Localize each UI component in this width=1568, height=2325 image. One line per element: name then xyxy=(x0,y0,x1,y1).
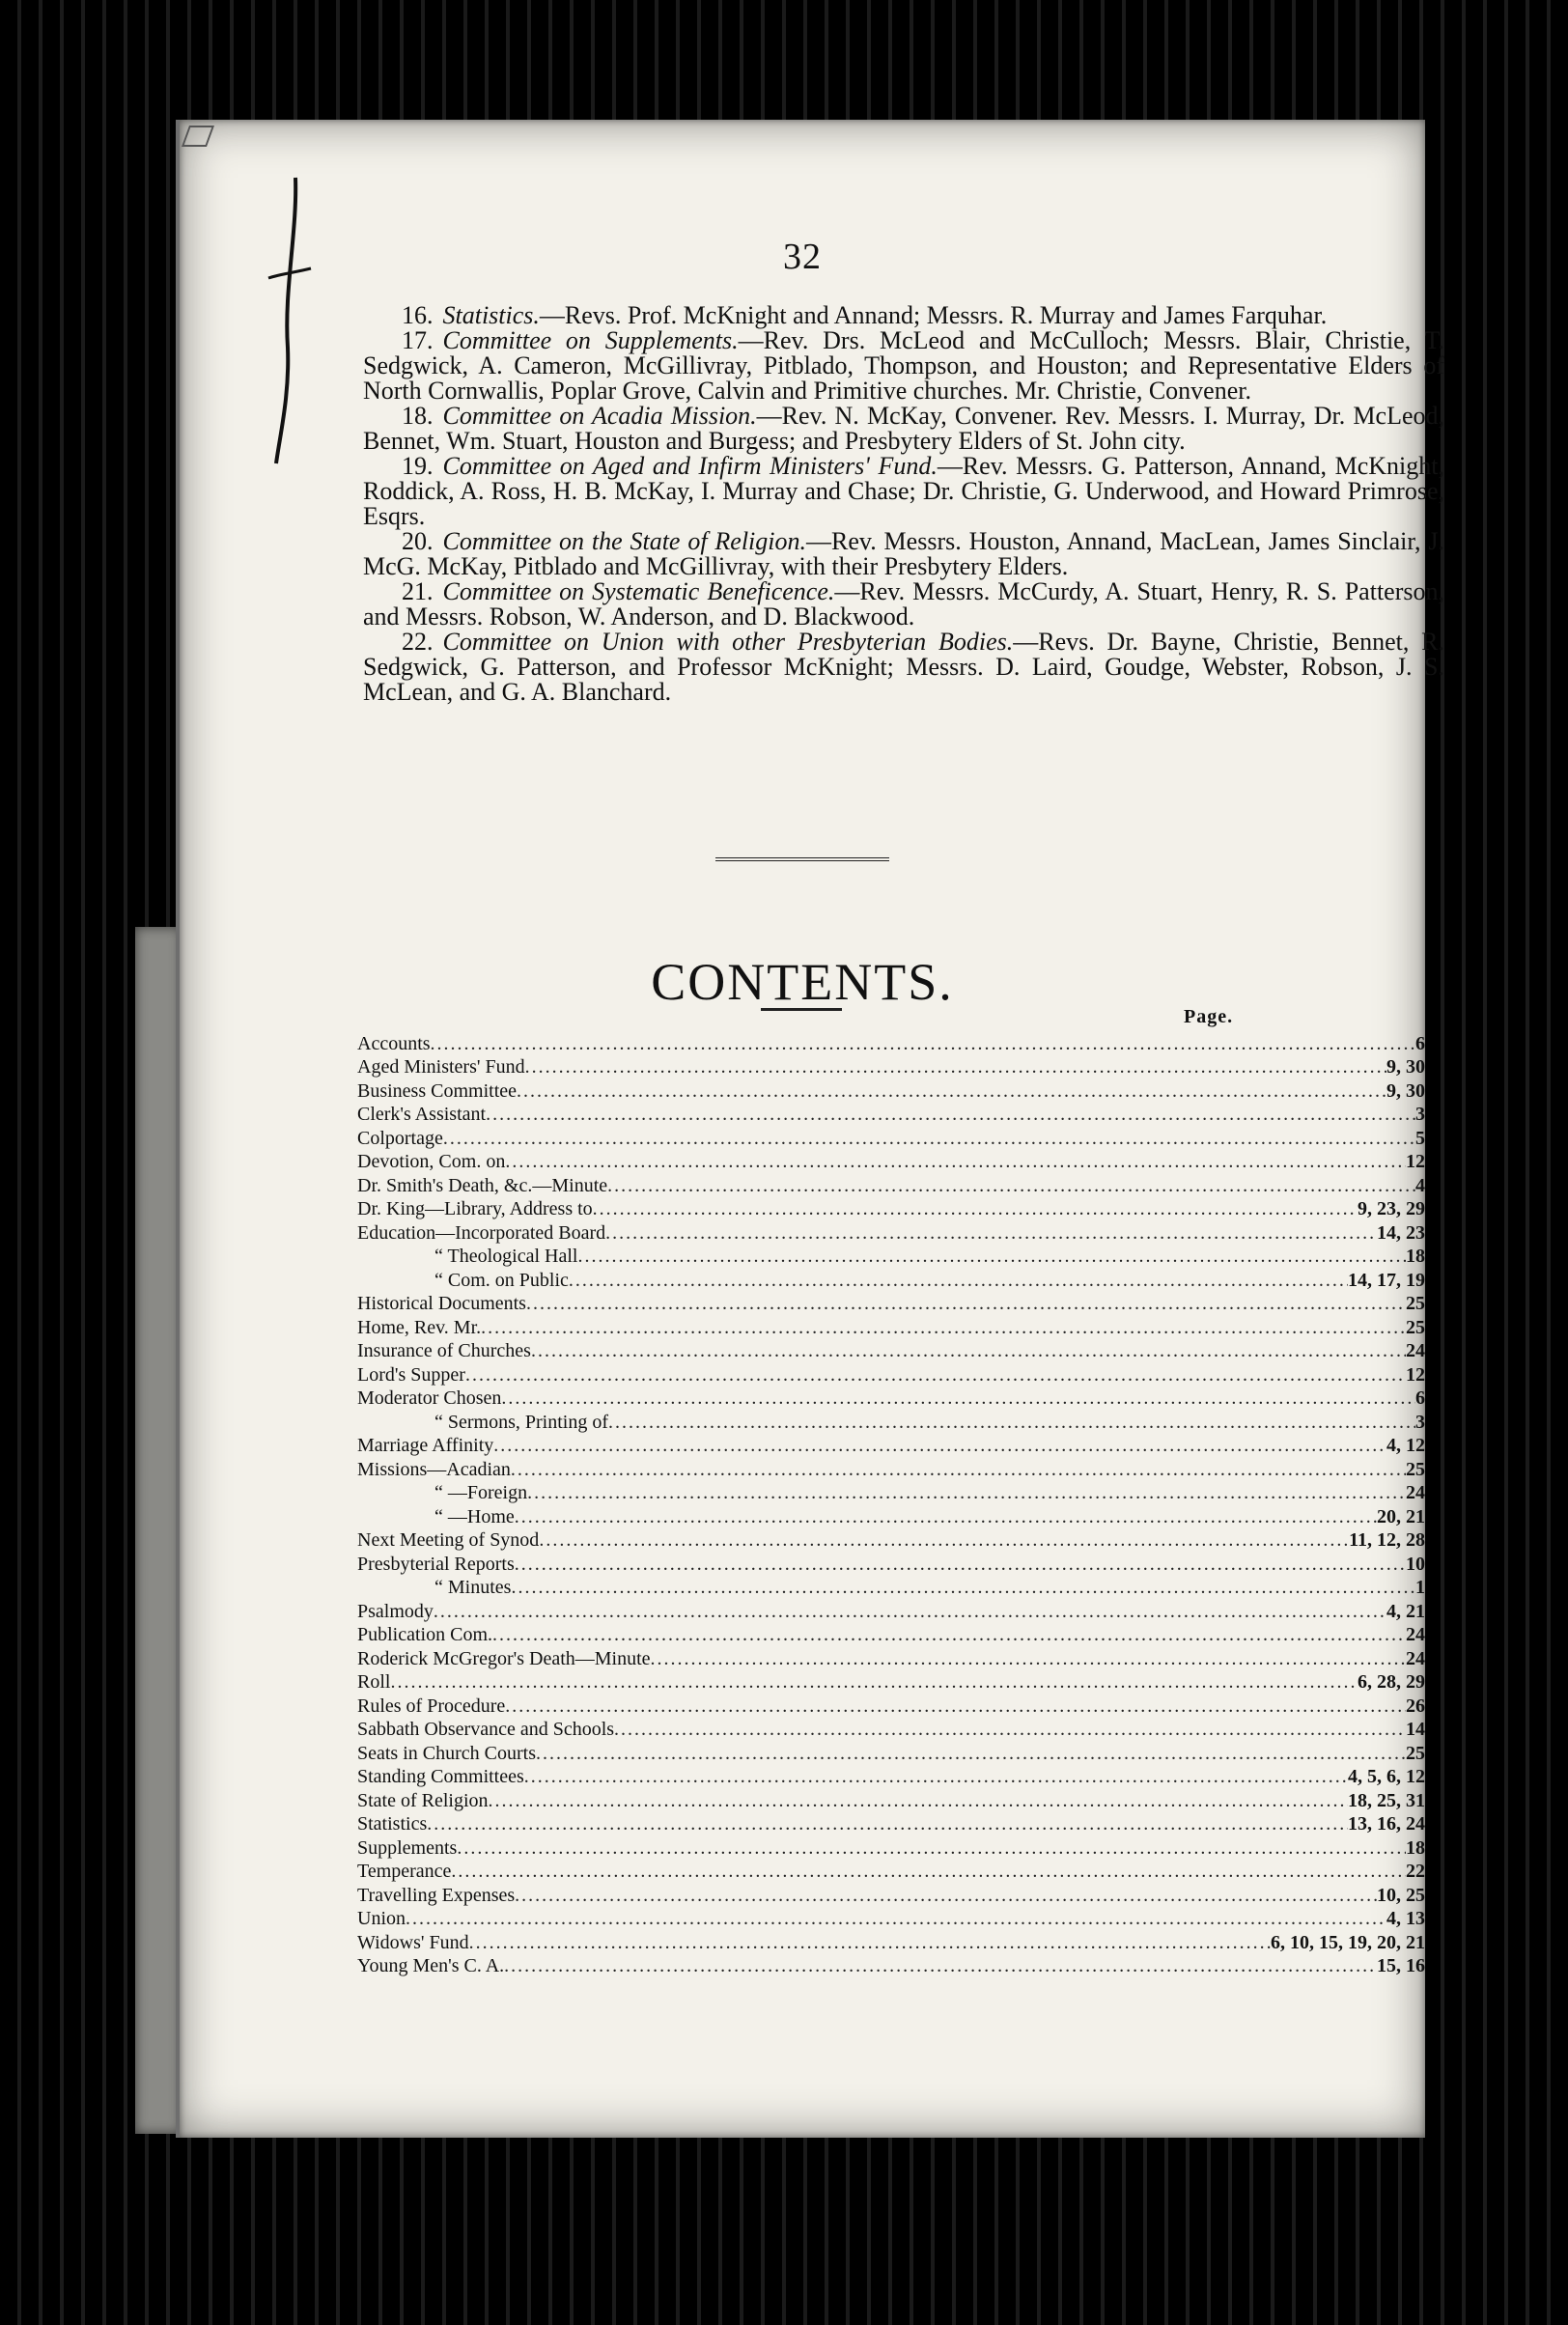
entry-pages: 13, 16, 24 xyxy=(1348,1813,1425,1835)
dot-leader xyxy=(489,1789,1348,1812)
entry-pages: 1 xyxy=(1415,1577,1425,1598)
contents-entry xyxy=(357,1576,1425,1600)
entry-label: Temperance xyxy=(357,1861,452,1882)
contents-entry xyxy=(357,1220,1425,1245)
entry-label: Roderick McGregor's Death—Minute xyxy=(357,1647,651,1669)
entry-pages: 18 xyxy=(1406,1836,1425,1859)
dot-leader xyxy=(614,1718,1406,1741)
entry-pages: 6, 10, 15, 19, 20, 21 xyxy=(1271,1931,1425,1953)
entry-pages: 18 xyxy=(1406,1246,1425,1267)
committee-entry xyxy=(363,303,1444,328)
dot-leader xyxy=(406,1907,1386,1930)
committee-number: 20. xyxy=(402,527,434,555)
entry-label: Home, Rev. Mr. xyxy=(357,1316,482,1338)
contents-list xyxy=(357,1031,1425,1977)
entry-pages: 25 xyxy=(1406,1458,1425,1480)
committee-entry xyxy=(363,529,1444,579)
entry-pages: 14 xyxy=(1406,1719,1425,1740)
dot-leader xyxy=(505,1695,1406,1718)
dot-leader xyxy=(511,1458,1406,1481)
entry-label: Rules of Procedure xyxy=(357,1695,506,1717)
handwritten-mark-icon xyxy=(266,174,315,473)
committee-entry xyxy=(363,579,1444,630)
entry-label: Accounts xyxy=(357,1032,431,1054)
entry-label: Colportage xyxy=(357,1127,443,1149)
entry-pages: 3 xyxy=(1415,1411,1425,1433)
dot-leader xyxy=(515,1505,1377,1528)
dot-leader xyxy=(511,1576,1415,1599)
contents-entry xyxy=(357,1245,1425,1269)
dot-leader xyxy=(481,1316,1406,1339)
contents-entry xyxy=(357,1315,1425,1339)
entry-label: Travelling Expenses xyxy=(357,1884,516,1906)
committee-members: —Revs. Prof. McKnight and Annand; Messrs. R. Murray and James Farquhar. xyxy=(539,301,1328,329)
entry-label: State of Religion xyxy=(357,1789,489,1811)
entry-pages: 26 xyxy=(1406,1695,1425,1717)
page-edge-shadow xyxy=(135,927,182,2134)
dot-leader xyxy=(443,1127,1415,1150)
contents-entry xyxy=(357,1741,1425,1765)
entry-label: “ Theological Hall xyxy=(434,1246,578,1267)
contents-entry xyxy=(357,1387,1425,1411)
committee-members: —Rev. Messrs. Houston, Annand, MacLean, James Sinclair, J. McG. McKay, Pitblado and McGillivray, with their Presbytery Elders. xyxy=(363,527,1444,580)
dot-leader xyxy=(608,1411,1415,1434)
entry-pages: 22 xyxy=(1406,1861,1425,1882)
entry-pages: 12 xyxy=(1406,1363,1425,1386)
entry-pages: 18, 25, 31 xyxy=(1348,1789,1425,1811)
committee-members: —Rev. Drs. McLeod and McCulloch; Messrs. Blair, Christie, T. Sedgwick, A. Cameron, McGillivray, Pitblado, Thompson, and Houston; and Representative Elders of North Cornwallis, Poplar Grove, Calvin and Primitive churches. Mr. Christie, Convener. xyxy=(363,326,1444,405)
dot-leader xyxy=(607,1174,1415,1197)
committee-title: Committee on Union with other Presbyterian Bodies. xyxy=(442,628,1014,656)
entry-label: “ Com. on Public xyxy=(434,1269,569,1291)
contents-entry xyxy=(357,1552,1425,1576)
committee-members: —Rev. N. McKay, Convener. Rev. Messrs. I. Murray, Dr. McLeod, Bennet, Wm. Stuart, Houston and Burgess; and Presbytery Elders of St. John city. xyxy=(363,402,1444,455)
dot-leader xyxy=(451,1860,1406,1883)
entry-pages: 24 xyxy=(1406,1482,1425,1503)
dot-leader xyxy=(651,1647,1406,1670)
contents-entry xyxy=(357,1173,1425,1197)
dot-leader xyxy=(539,1528,1349,1552)
entry-pages: 24 xyxy=(1406,1624,1425,1645)
committee-title: Committee on the State of Religion. xyxy=(442,527,806,555)
dot-leader xyxy=(501,1387,1415,1410)
entry-label: Clerk's Assistant xyxy=(357,1104,487,1125)
dot-leader xyxy=(515,1553,1406,1576)
contents-entry xyxy=(357,1339,1425,1363)
document-page xyxy=(176,120,1444,2138)
contents-entry xyxy=(357,1694,1425,1718)
contents-entry xyxy=(357,1292,1425,1316)
dot-leader xyxy=(465,1363,1406,1387)
contents-entry xyxy=(357,1812,1425,1836)
entry-pages: 24 xyxy=(1406,1647,1425,1669)
dot-leader xyxy=(569,1269,1348,1292)
committee-members: —Rev. Messrs. McCurdy, A. Stuart, Henry, R. S. Patterson, and Messrs. Robson, W. Anderson, and D. Blackwood. xyxy=(363,577,1444,630)
page-column-heading: Page. xyxy=(1184,1006,1234,1027)
committee-members: —Rev. Messrs. G. Patterson, Annand, McKnight, Roddick, A. Ross, H. B. McKay, I. Murray and Chase; Dr. Christie, G. Underwood, and Howard Primrose, Esqrs. xyxy=(363,452,1444,530)
contents-entry xyxy=(357,1765,1425,1789)
page-number: 32 xyxy=(783,237,822,277)
contents-entry xyxy=(357,1031,1425,1055)
contents-entry xyxy=(357,1434,1425,1458)
dot-leader xyxy=(431,1032,1415,1055)
contents-entry xyxy=(357,1788,1425,1812)
entry-label: Business Committee xyxy=(357,1079,517,1102)
entry-pages: 25 xyxy=(1406,1293,1425,1314)
dot-leader xyxy=(504,1954,1377,1977)
dot-leader xyxy=(531,1339,1406,1362)
dot-leader xyxy=(390,1670,1358,1694)
contents-entry xyxy=(357,1504,1425,1528)
contents-entry xyxy=(357,1860,1425,1884)
folded-corner xyxy=(182,126,214,147)
dot-leader xyxy=(457,1836,1406,1860)
dot-leader xyxy=(469,1931,1271,1954)
entry-pages: 4, 21 xyxy=(1386,1600,1425,1622)
contents-entry xyxy=(357,1718,1425,1742)
entry-label: Widows' Fund xyxy=(357,1931,469,1953)
entry-pages: 11, 12, 28 xyxy=(1349,1529,1425,1551)
section-divider xyxy=(715,857,889,861)
entry-pages: 10, 25 xyxy=(1377,1884,1425,1906)
entry-pages: 6, 28, 29 xyxy=(1358,1671,1425,1693)
contents-entry xyxy=(357,1126,1425,1150)
committee-number: 18. xyxy=(402,402,434,430)
contents-entry xyxy=(357,1410,1425,1434)
committee-entry xyxy=(363,454,1444,529)
entry-label: Psalmody xyxy=(357,1600,434,1622)
entry-label: Union xyxy=(357,1908,406,1929)
contents-entry xyxy=(357,1268,1425,1292)
entry-pages: 5 xyxy=(1415,1127,1425,1149)
entry-label: Standing Committees xyxy=(357,1766,524,1787)
contents-entry xyxy=(357,1954,1425,1978)
dot-leader xyxy=(517,1079,1386,1103)
committee-title: Statistics. xyxy=(442,301,540,329)
contents-entry xyxy=(357,1528,1425,1553)
dot-leader xyxy=(493,1434,1386,1457)
contents-entry xyxy=(357,1599,1425,1623)
contents-entry xyxy=(357,1457,1425,1481)
entry-pages: 14, 23 xyxy=(1377,1221,1425,1244)
contents-entry xyxy=(357,1055,1425,1079)
committee-number: 22. xyxy=(402,628,434,656)
entry-label: Aged Ministers' Fund xyxy=(357,1056,525,1078)
committee-title: Committee on Acadia Mission. xyxy=(442,402,757,430)
entry-label: Sabbath Observance and Schools xyxy=(357,1719,615,1740)
contents-entry xyxy=(357,1078,1425,1103)
entry-pages: 15, 16 xyxy=(1377,1955,1425,1976)
entry-label: Marriage Affinity xyxy=(357,1435,494,1456)
title-underline xyxy=(761,1008,842,1011)
entry-label: Missions—Acadian xyxy=(357,1458,511,1480)
contents-entry xyxy=(357,1103,1425,1127)
entry-pages: 3 xyxy=(1415,1104,1425,1125)
committee-title: Committee on Systematic Beneficence. xyxy=(442,577,835,605)
contents-entry xyxy=(357,1362,1425,1387)
contents-entry xyxy=(357,1150,1425,1174)
entry-pages: 10 xyxy=(1406,1553,1425,1575)
contents-entry xyxy=(357,1930,1425,1954)
entry-label: “ —Home xyxy=(434,1505,515,1527)
entry-pages: 12 xyxy=(1406,1151,1425,1172)
entry-pages: 25 xyxy=(1406,1316,1425,1338)
entry-label: Dr. King—Library, Address to xyxy=(357,1198,593,1219)
entry-label: Insurance of Churches xyxy=(357,1340,531,1361)
dot-leader xyxy=(536,1742,1406,1765)
entry-label: Devotion, Com. on xyxy=(357,1151,506,1172)
entry-pages: 6 xyxy=(1415,1387,1425,1409)
entry-label: Seats in Church Courts xyxy=(357,1742,536,1764)
committee-title: Committee on Aged and Infirm Ministers' Fund. xyxy=(442,452,938,480)
entry-pages: 4, 5, 6, 12 xyxy=(1348,1766,1425,1787)
committee-number: 19. xyxy=(402,452,434,480)
entry-pages: 20, 21 xyxy=(1377,1505,1425,1527)
entry-pages: 9, 30 xyxy=(1386,1079,1425,1102)
entry-label: Young Men's C. A. xyxy=(357,1955,505,1976)
committee-list xyxy=(363,303,1444,705)
committee-entry xyxy=(363,630,1444,705)
entry-label: Roll xyxy=(357,1671,391,1693)
entry-label: “ —Foreign xyxy=(434,1482,528,1503)
entry-label: Next Meeting of Synod xyxy=(357,1529,540,1551)
entry-label: Dr. Smith's Death, &c.—Minute xyxy=(357,1174,608,1196)
entry-label: “ Sermons, Printing of xyxy=(434,1411,608,1433)
entry-pages: 6 xyxy=(1415,1032,1425,1054)
entry-label: Education—Incorporated Board xyxy=(357,1221,606,1244)
entry-pages: 9, 23, 29 xyxy=(1358,1198,1425,1219)
contents-entry xyxy=(357,1907,1425,1931)
entry-label: Moderator Chosen xyxy=(357,1387,502,1409)
entry-label: Statistics xyxy=(357,1813,428,1835)
dot-leader xyxy=(486,1103,1415,1126)
committee-number: 17. xyxy=(402,326,434,354)
entry-pages: 9, 30 xyxy=(1386,1056,1425,1078)
dot-leader xyxy=(526,1292,1406,1315)
entry-pages: 4 xyxy=(1415,1174,1425,1196)
dot-leader xyxy=(427,1812,1348,1835)
committee-members: —Revs. Dr. Bayne, Christie, Bennet, R. Sedgwick, G. Patterson, and Professor McKnight; Messrs. D. Laird, Goudge, Webster, Robson, J. S. McLean, and G. A. Blanchard. xyxy=(363,628,1444,706)
entry-label: Lord's Supper xyxy=(357,1363,465,1386)
contents-entry xyxy=(357,1197,1425,1221)
dot-leader xyxy=(515,1884,1377,1907)
committee-entry xyxy=(363,404,1444,454)
entry-label: Publication Com. xyxy=(357,1624,492,1645)
contents-entry xyxy=(357,1623,1425,1647)
entry-pages: 14, 17, 19 xyxy=(1348,1269,1425,1291)
committee-entry xyxy=(363,328,1444,404)
entry-label: Historical Documents xyxy=(357,1293,526,1314)
committee-number: 21. xyxy=(402,577,434,605)
entry-label: Presbyterial Reports xyxy=(357,1553,515,1575)
dot-leader xyxy=(525,1055,1386,1078)
dot-leader xyxy=(434,1600,1386,1623)
dot-leader xyxy=(593,1197,1358,1220)
dot-leader xyxy=(577,1245,1406,1268)
dot-leader xyxy=(527,1481,1406,1504)
entry-pages: 4, 13 xyxy=(1386,1908,1425,1929)
contents-entry xyxy=(357,1481,1425,1505)
contents-title: CONTENTS. xyxy=(651,953,954,1012)
contents-entry xyxy=(357,1883,1425,1907)
contents-entry xyxy=(357,1835,1425,1860)
contents-entry xyxy=(357,1670,1425,1695)
dot-leader xyxy=(505,1150,1406,1173)
entry-label: “ Minutes xyxy=(434,1577,512,1598)
entry-pages: 24 xyxy=(1406,1340,1425,1361)
entry-label: Supplements xyxy=(357,1836,458,1859)
dot-leader xyxy=(524,1765,1348,1788)
dot-leader xyxy=(605,1221,1377,1245)
committee-title: Committee on Supplements. xyxy=(442,326,739,354)
committee-number: 16. xyxy=(402,301,434,329)
dot-leader xyxy=(492,1623,1406,1646)
entry-pages: 4, 12 xyxy=(1386,1435,1425,1456)
contents-entry xyxy=(357,1646,1425,1670)
entry-pages: 25 xyxy=(1406,1742,1425,1764)
